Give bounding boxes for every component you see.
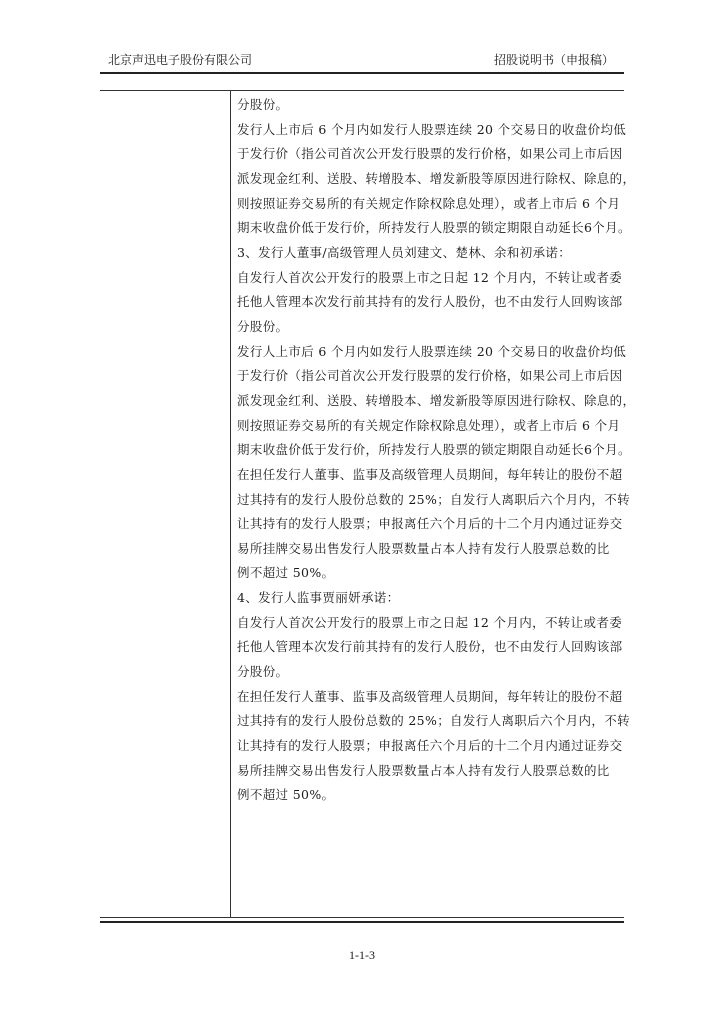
section-heading: 3、发行人董事/高级管理人员刘建文、楚林、余和初承诺： [237, 244, 572, 260]
page-header [108, 51, 616, 69]
table-content-cell [237, 93, 636, 808]
section-heading: 4、发行人监事贾丽妍承诺： [237, 590, 400, 606]
page-number: 1-1-3 [349, 948, 375, 962]
text-line: 则按照证券交易所的有关规定作除权除息处理），或者上市后 6 个月 [237, 195, 621, 211]
text-line: 期末收盘价低于发行价，所持发行人股票的锁定期限自动延长6个月。 [237, 220, 631, 236]
header-divider [100, 72, 624, 74]
table-column-divider [230, 90, 231, 918]
text-line: 过其持有的发行人股份总数的 25%；自发行人离职后六个月内，不转 [237, 491, 630, 507]
text-line: 过其持有的发行人股份总数的 25%；自发行人离职后六个月内，不转 [237, 713, 630, 729]
text-line: 在担任发行人董事、监事及高级管理人员期间，每年转让的股份不超 [237, 688, 623, 704]
text-line: 期末收盘价低于发行价，所持发行人股票的锁定期限自动延长6个月。 [237, 442, 631, 458]
text-line: 于发行价（指公司首次公开发行股票的发行价格，如果公司上市后因 [237, 146, 623, 162]
text-line: 分股份。 [237, 664, 289, 680]
text-line: 自发行人首次公开发行的股票上市之日起 12 个月内，不转让或者委 [237, 614, 623, 630]
text-line: 托他人管理本次发行前其持有的发行人股份，也不由发行人回购该部 [237, 294, 623, 310]
text-line: 发行人上市后 6 个月内如发行人股票连续 20 个交易日的收盘价均低 [237, 343, 627, 359]
document-title: 招股说明书（申报稿） [493, 53, 614, 67]
text-line: 托他人管理本次发行前其持有的发行人股份，也不由发行人回购该部 [237, 639, 623, 655]
text-line: 发行人上市后 6 个月内如发行人股票连续 20 个交易日的收盘价均低 [237, 121, 627, 137]
text-line: 让其持有的发行人股票；申报离任六个月后的十二个月内通过证券交 [237, 516, 623, 532]
text-line: 自发行人首次公开发行的股票上市之日起 12 个月内，不转让或者委 [237, 269, 623, 285]
text-line: 让其持有的发行人股票；申报离任六个月后的十二个月内通过证券交 [237, 738, 623, 754]
text-line: 派发现金红利、送股、转增股本、增发新股等原因进行除权、除息的， [237, 392, 636, 408]
text-line: 例不超过 50%。 [237, 565, 335, 581]
text-line: 分股份。 [237, 97, 289, 112]
text-line: 例不超过 50%。 [237, 787, 335, 803]
company-name: 北京声迅电子股份有限公司 [108, 53, 253, 67]
text-line: 在担任发行人董事、监事及高级管理人员期间，每年转让的股份不超 [237, 466, 623, 482]
text-line: 易所挂牌交易出售发行人股票数量占本人持有发行人股票总数的比 [237, 540, 610, 556]
text-line: 易所挂牌交易出售发行人股票数量占本人持有发行人股票总数的比 [237, 762, 610, 778]
table-top-border [100, 90, 624, 91]
text-line: 分股份。 [237, 318, 289, 334]
text-line: 派发现金红利、送股、转增股本、增发新股等原因进行除权、除息的， [237, 170, 636, 186]
text-line: 于发行价（指公司首次公开发行股票的发行价格，如果公司上市后因 [237, 368, 623, 384]
commitment-table [100, 90, 636, 918]
table-bottom-thick-border [100, 921, 624, 923]
text-line: 则按照证券交易所的有关规定作除权除息处理），或者上市后 6 个月 [237, 417, 621, 433]
table-bottom-border [100, 917, 624, 918]
